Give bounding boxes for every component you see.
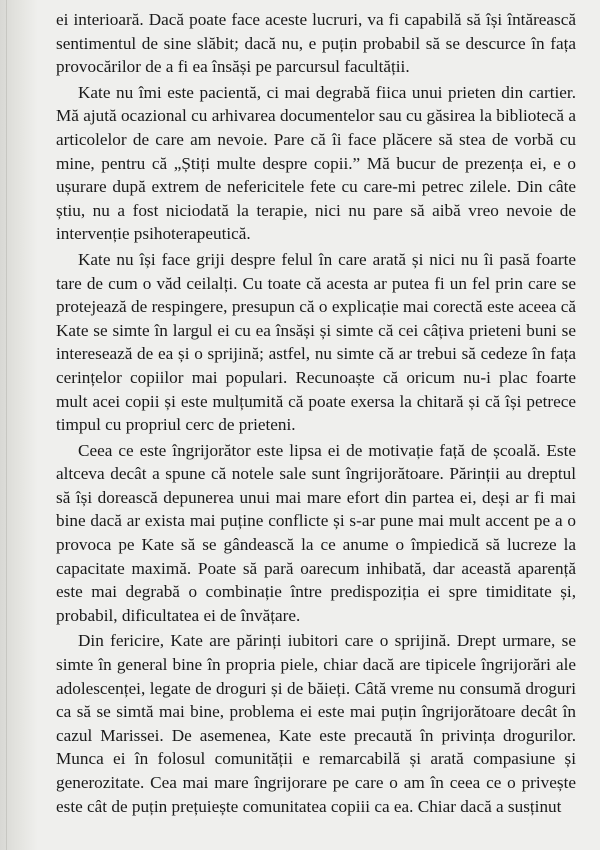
paragraph-2: Kate nu îmi este pacientă, ci mai degrabă fiica unui prieten din cartier. Mă ajută ocazional cu arhivarea documentelor sau cu găsirea la bibliotecă a articolelor de care am nevoie. Pare că îi face plăcere să stea de vorbă cu mine, pentru că „Știți multe despre copii.” Mă bucur de prezența ei, e o ușurare după extrem de nefericitele fete cu care-mi petrec zilele. Din câte știu, nu a fost niciodată la terapie, nici nu pare să aibă vreo nevoie de intervenție psihoterapeutică. [56, 82, 576, 244]
paragraph-5: Din fericire, Kate are părinți iubitori care o sprijină. Drept urmare, se simte în general bine în propria piele, chiar dacă are tipicele îngrijorări ale adolescenței, legate de droguri și de băieți. Câtă vreme nu consumă droguri ca să se simtă mai bine, problema ei este mai puțin îngrijorătoare decât în cazul Marissei. De asemenea, Kate este precaută în privința drogurilor. Munca ei în folosul comunității e remarcabilă și arată compasiune și generozitate. Cea mai mare îngrijorare pe care o am în ceea ce o privește este cât de puțin prețuiește comunitatea copiii ca ea. Chiar dacă a susținut [56, 631, 576, 816]
paragraph-4: Ceea ce este îngrijorător este lipsa ei de motivație față de școală. Este altceva decât a spune că notele sale sunt îngrijorătoare. Părinții au dreptul să își dorească depunerea unui mai mare efort din partea ei, deși ar fi mai bine dacă ar exista mai puține conflicte și s-ar pune mai mult accent pe a o provoca pe Kate să se gândească la ce anume o împiedică să lucreze la capacitate maximă. Poate să pară oarecum inhibată, dar această aparență este mai degrabă o combinație între predispoziția ei spre timiditate și, probabil, dificultatea ei de învățare. [56, 440, 576, 625]
paragraph-3: Kate nu își face griji despre felul în care arată și nici nu îi pasă foarte tare de cum o văd ceilalți. Cu toate că acesta ar putea fi un fel prin care se protejează de respingere, presupun că o explicație mai corectă este aceea că Kate se simte în largul ei cu ea însăși și simte că cei câțiva prieteni buni se interesează de ea și o sprijină; astfel, nu simte că ar trebui să cedeze în fața cerințelor copiilor mai populari. Recunoaște că oricum nu-i plac foarte mult acei copii și este mulțumită că poate exersa la chitară și că își petrece timpul cu propriul cerc de prieteni. [56, 249, 576, 435]
book-page-body [56, 8, 576, 820]
adjacent-page-edge [0, 0, 38, 850]
paragraph-1: ei interioară. Dacă poate face aceste lucruri, va fi capabilă să își întărească sentimentul de sine slăbit; dacă nu, e puțin probabil să se descurce în fața provocărilor de a fi ea însăși pe parcursul facultății. [56, 10, 576, 77]
